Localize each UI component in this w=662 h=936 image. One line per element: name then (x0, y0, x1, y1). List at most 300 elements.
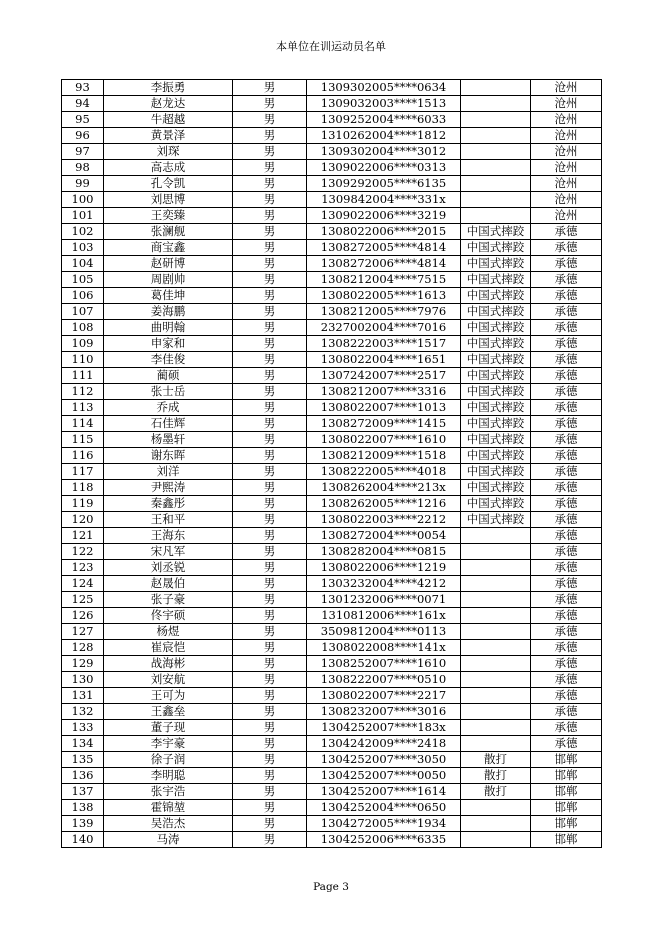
city-cell: 邯郸 (531, 784, 602, 800)
page-number: Page 3 (313, 881, 349, 893)
athlete-table (61, 79, 602, 848)
row-number-cell: 127 (62, 624, 104, 640)
id-number-cell: 1308022007****2217 (307, 688, 461, 704)
id-number-cell: 1308282004****0815 (307, 544, 461, 560)
event-cell: 中国式摔跤 (461, 464, 531, 480)
city-cell: 承德 (531, 368, 602, 384)
gender-cell: 男 (233, 464, 307, 480)
row-number-cell: 105 (62, 272, 104, 288)
row-number-cell: 123 (62, 560, 104, 576)
athlete-name-cell: 蔺硕 (104, 368, 233, 384)
event-cell: 中国式摔跤 (461, 288, 531, 304)
id-number-cell: 1304252007****0050 (307, 768, 461, 784)
event-cell: 中国式摔跤 (461, 512, 531, 528)
table-row (62, 832, 602, 848)
athlete-name-cell: 张澜舰 (104, 224, 233, 240)
gender-cell: 男 (233, 528, 307, 544)
id-number-cell: 1310812006****161x (307, 608, 461, 624)
city-cell: 承德 (531, 288, 602, 304)
city-cell: 沧州 (531, 144, 602, 160)
city-cell: 承德 (531, 560, 602, 576)
athlete-name-cell: 刘安航 (104, 672, 233, 688)
athlete-name-cell: 谢东晖 (104, 448, 233, 464)
row-number-cell: 138 (62, 800, 104, 816)
athlete-name-cell: 王鑫垒 (104, 704, 233, 720)
city-cell: 承德 (531, 576, 602, 592)
row-number-cell: 118 (62, 480, 104, 496)
table-row (62, 288, 602, 304)
city-cell: 承德 (531, 304, 602, 320)
id-number-cell: 1308262005****1216 (307, 496, 461, 512)
gender-cell: 男 (233, 240, 307, 256)
row-number-cell: 98 (62, 160, 104, 176)
event-cell: 中国式摔跤 (461, 480, 531, 496)
gender-cell: 男 (233, 720, 307, 736)
table-row (62, 240, 602, 256)
row-number-cell: 137 (62, 784, 104, 800)
athlete-name-cell: 李振勇 (104, 80, 233, 96)
id-number-cell: 1308022005****1613 (307, 288, 461, 304)
city-cell: 邯郸 (531, 768, 602, 784)
gender-cell: 男 (233, 128, 307, 144)
athlete-name-cell: 高志成 (104, 160, 233, 176)
table-row (62, 800, 602, 816)
id-number-cell: 1308272005****4814 (307, 240, 461, 256)
id-number-cell: 1308222005****4018 (307, 464, 461, 480)
id-number-cell: 1301232006****0071 (307, 592, 461, 608)
athlete-table-body (62, 80, 602, 848)
athlete-name-cell: 葛佳坤 (104, 288, 233, 304)
city-cell: 承德 (531, 448, 602, 464)
city-cell: 承德 (531, 384, 602, 400)
event-cell (461, 560, 531, 576)
event-cell: 中国式摔跤 (461, 224, 531, 240)
event-cell (461, 160, 531, 176)
athlete-name-cell: 战海彬 (104, 656, 233, 672)
gender-cell: 男 (233, 80, 307, 96)
row-number-cell: 97 (62, 144, 104, 160)
table-row (62, 496, 602, 512)
event-cell: 散打 (461, 752, 531, 768)
row-number-cell: 103 (62, 240, 104, 256)
id-number-cell: 1308222003****1517 (307, 336, 461, 352)
row-number-cell: 135 (62, 752, 104, 768)
id-number-cell: 1308272009****1415 (307, 416, 461, 432)
row-number-cell: 136 (62, 768, 104, 784)
event-cell (461, 800, 531, 816)
id-number-cell: 1304252007****1614 (307, 784, 461, 800)
table-row (62, 112, 602, 128)
row-number-cell: 108 (62, 320, 104, 336)
gender-cell: 男 (233, 480, 307, 496)
table-row (62, 656, 602, 672)
city-cell: 承德 (531, 224, 602, 240)
athlete-name-cell: 赵晟伯 (104, 576, 233, 592)
event-cell (461, 576, 531, 592)
id-number-cell: 1303232004****4212 (307, 576, 461, 592)
id-number-cell: 1309252004****6033 (307, 112, 461, 128)
gender-cell: 男 (233, 560, 307, 576)
athlete-name-cell: 吴浩杰 (104, 816, 233, 832)
table-row (62, 464, 602, 480)
gender-cell: 男 (233, 416, 307, 432)
athlete-name-cell: 秦鑫彤 (104, 496, 233, 512)
table-row (62, 752, 602, 768)
gender-cell: 男 (233, 496, 307, 512)
row-number-cell: 100 (62, 192, 104, 208)
city-cell: 承德 (531, 320, 602, 336)
event-cell: 中国式摔跤 (461, 448, 531, 464)
gender-cell: 男 (233, 448, 307, 464)
event-cell: 中国式摔跤 (461, 272, 531, 288)
athlete-name-cell: 乔成 (104, 400, 233, 416)
id-number-cell: 1308022006****1219 (307, 560, 461, 576)
athlete-name-cell: 佟宇硕 (104, 608, 233, 624)
event-cell: 中国式摔跤 (461, 400, 531, 416)
athlete-name-cell: 李明聪 (104, 768, 233, 784)
table-row (62, 144, 602, 160)
city-cell: 承德 (531, 608, 602, 624)
id-number-cell: 3509812004****0113 (307, 624, 461, 640)
table-row (62, 688, 602, 704)
athlete-name-cell: 刘丞锐 (104, 560, 233, 576)
row-number-cell: 104 (62, 256, 104, 272)
event-cell (461, 208, 531, 224)
event-cell (461, 144, 531, 160)
event-cell (461, 624, 531, 640)
id-number-cell: 1308252007****1610 (307, 656, 461, 672)
athlete-name-cell: 杨煜 (104, 624, 233, 640)
row-number-cell: 139 (62, 816, 104, 832)
row-number-cell: 116 (62, 448, 104, 464)
city-cell: 邯郸 (531, 752, 602, 768)
table-row (62, 432, 602, 448)
athlete-name-cell: 张宇浩 (104, 784, 233, 800)
row-number-cell: 131 (62, 688, 104, 704)
row-number-cell: 95 (62, 112, 104, 128)
athlete-name-cell: 董子现 (104, 720, 233, 736)
athlete-name-cell: 石佳辉 (104, 416, 233, 432)
row-number-cell: 94 (62, 96, 104, 112)
gender-cell: 男 (233, 512, 307, 528)
table-row (62, 576, 602, 592)
athlete-name-cell: 尹熙涛 (104, 480, 233, 496)
id-number-cell: 1308022008****141x (307, 640, 461, 656)
gender-cell: 男 (233, 576, 307, 592)
table-row (62, 448, 602, 464)
gender-cell: 男 (233, 112, 307, 128)
athlete-name-cell: 赵龙达 (104, 96, 233, 112)
row-number-cell: 130 (62, 672, 104, 688)
id-number-cell: 1304272005****1934 (307, 816, 461, 832)
gender-cell: 男 (233, 352, 307, 368)
gender-cell: 男 (233, 432, 307, 448)
athlete-name-cell: 黄景泽 (104, 128, 233, 144)
city-cell: 邯郸 (531, 816, 602, 832)
row-number-cell: 140 (62, 832, 104, 848)
gender-cell: 男 (233, 640, 307, 656)
row-number-cell: 122 (62, 544, 104, 560)
event-cell (461, 176, 531, 192)
city-cell: 承德 (531, 272, 602, 288)
row-number-cell: 119 (62, 496, 104, 512)
id-number-cell: 1308022003****2212 (307, 512, 461, 528)
row-number-cell: 106 (62, 288, 104, 304)
table-row (62, 176, 602, 192)
event-cell (461, 688, 531, 704)
city-cell: 承德 (531, 640, 602, 656)
id-number-cell: 1308022007****1013 (307, 400, 461, 416)
id-number-cell: 1308212009****1518 (307, 448, 461, 464)
event-cell (461, 704, 531, 720)
city-cell: 承德 (531, 592, 602, 608)
table-row (62, 400, 602, 416)
id-number-cell: 1308212005****7976 (307, 304, 461, 320)
table-row (62, 768, 602, 784)
gender-cell: 男 (233, 608, 307, 624)
city-cell: 承德 (531, 656, 602, 672)
table-row (62, 368, 602, 384)
table-row (62, 208, 602, 224)
id-number-cell: 1304252006****6335 (307, 832, 461, 848)
row-number-cell: 114 (62, 416, 104, 432)
id-number-cell: 1308262004****213x (307, 480, 461, 496)
row-number-cell: 96 (62, 128, 104, 144)
gender-cell: 男 (233, 192, 307, 208)
id-number-cell: 1308272006****4814 (307, 256, 461, 272)
event-cell (461, 816, 531, 832)
table-row (62, 560, 602, 576)
athlete-name-cell: 申家和 (104, 336, 233, 352)
id-number-cell: 1310262004****1812 (307, 128, 461, 144)
event-cell: 中国式摔跤 (461, 320, 531, 336)
city-cell: 沧州 (531, 96, 602, 112)
table-row (62, 80, 602, 96)
table-row (62, 192, 602, 208)
gender-cell: 男 (233, 624, 307, 640)
gender-cell: 男 (233, 672, 307, 688)
row-number-cell: 115 (62, 432, 104, 448)
gender-cell: 男 (233, 320, 307, 336)
city-cell: 承德 (531, 256, 602, 272)
event-cell: 中国式摔跤 (461, 240, 531, 256)
table-row (62, 416, 602, 432)
gender-cell: 男 (233, 272, 307, 288)
id-number-cell: 1309842004****331x (307, 192, 461, 208)
gender-cell: 男 (233, 160, 307, 176)
row-number-cell: 99 (62, 176, 104, 192)
event-cell: 中国式摔跤 (461, 336, 531, 352)
row-number-cell: 126 (62, 608, 104, 624)
event-cell (461, 128, 531, 144)
table-row (62, 336, 602, 352)
row-number-cell: 121 (62, 528, 104, 544)
table-row (62, 256, 602, 272)
athlete-name-cell: 杨墨轩 (104, 432, 233, 448)
event-cell: 中国式摔跤 (461, 304, 531, 320)
row-number-cell: 102 (62, 224, 104, 240)
id-number-cell: 1309302005****0634 (307, 80, 461, 96)
athlete-name-cell: 张士岳 (104, 384, 233, 400)
athlete-name-cell: 霍锦堃 (104, 800, 233, 816)
table-row (62, 608, 602, 624)
id-number-cell: 1307242007****2517 (307, 368, 461, 384)
id-number-cell: 1304252007****183x (307, 720, 461, 736)
athlete-name-cell: 张子豪 (104, 592, 233, 608)
id-number-cell: 1309022006****3219 (307, 208, 461, 224)
athlete-name-cell: 刘洋 (104, 464, 233, 480)
city-cell: 承德 (531, 432, 602, 448)
gender-cell: 男 (233, 224, 307, 240)
table-row (62, 704, 602, 720)
city-cell: 邯郸 (531, 800, 602, 816)
city-cell: 承德 (531, 624, 602, 640)
gender-cell: 男 (233, 368, 307, 384)
page-title: 本单位在训运动员名单 (276, 40, 386, 53)
id-number-cell: 1309022006****0313 (307, 160, 461, 176)
row-number-cell: 120 (62, 512, 104, 528)
athlete-name-cell: 刘琛 (104, 144, 233, 160)
id-number-cell: 1304252007****3050 (307, 752, 461, 768)
event-cell: 中国式摔跤 (461, 416, 531, 432)
event-cell (461, 192, 531, 208)
city-cell: 承德 (531, 400, 602, 416)
id-number-cell: 1304252004****0650 (307, 800, 461, 816)
city-cell: 沧州 (531, 128, 602, 144)
row-number-cell: 101 (62, 208, 104, 224)
event-cell (461, 528, 531, 544)
city-cell: 沧州 (531, 112, 602, 128)
athlete-name-cell: 周剧帅 (104, 272, 233, 288)
event-cell: 中国式摔跤 (461, 432, 531, 448)
id-number-cell: 1308022007****1610 (307, 432, 461, 448)
city-cell: 承德 (531, 688, 602, 704)
row-number-cell: 110 (62, 352, 104, 368)
athlete-name-cell: 王奕臻 (104, 208, 233, 224)
event-cell (461, 608, 531, 624)
table-row (62, 624, 602, 640)
city-cell: 承德 (531, 352, 602, 368)
gender-cell: 男 (233, 752, 307, 768)
id-number-cell: 2327002004****7016 (307, 320, 461, 336)
id-number-cell: 1308212007****3316 (307, 384, 461, 400)
athlete-name-cell: 王海东 (104, 528, 233, 544)
event-cell (461, 96, 531, 112)
event-cell: 中国式摔跤 (461, 256, 531, 272)
event-cell (461, 80, 531, 96)
city-cell: 沧州 (531, 160, 602, 176)
row-number-cell: 93 (62, 80, 104, 96)
id-number-cell: 1309302004****3012 (307, 144, 461, 160)
city-cell: 承德 (531, 512, 602, 528)
athlete-name-cell: 赵研博 (104, 256, 233, 272)
table-row (62, 128, 602, 144)
gender-cell: 男 (233, 784, 307, 800)
id-number-cell: 1308232007****3016 (307, 704, 461, 720)
gender-cell: 男 (233, 176, 307, 192)
table-row (62, 352, 602, 368)
athlete-name-cell: 牛超越 (104, 112, 233, 128)
athlete-name-cell: 李佳俊 (104, 352, 233, 368)
event-cell (461, 832, 531, 848)
row-number-cell: 107 (62, 304, 104, 320)
gender-cell: 男 (233, 688, 307, 704)
city-cell: 承德 (531, 720, 602, 736)
gender-cell: 男 (233, 144, 307, 160)
event-cell: 中国式摔跤 (461, 496, 531, 512)
gender-cell: 男 (233, 256, 307, 272)
event-cell (461, 656, 531, 672)
city-cell: 承德 (531, 528, 602, 544)
city-cell: 沧州 (531, 192, 602, 208)
athlete-name-cell: 刘思博 (104, 192, 233, 208)
gender-cell: 男 (233, 800, 307, 816)
gender-cell: 男 (233, 96, 307, 112)
gender-cell: 男 (233, 288, 307, 304)
event-cell (461, 544, 531, 560)
athlete-name-cell: 王和平 (104, 512, 233, 528)
row-number-cell: 134 (62, 736, 104, 752)
city-cell: 承德 (531, 544, 602, 560)
event-cell: 散打 (461, 768, 531, 784)
gender-cell: 男 (233, 816, 307, 832)
event-cell (461, 672, 531, 688)
event-cell: 中国式摔跤 (461, 384, 531, 400)
city-cell: 沧州 (531, 80, 602, 96)
city-cell: 邯郸 (531, 832, 602, 848)
athlete-name-cell: 宋凡军 (104, 544, 233, 560)
gender-cell: 男 (233, 304, 307, 320)
row-number-cell: 124 (62, 576, 104, 592)
gender-cell: 男 (233, 656, 307, 672)
table-row (62, 640, 602, 656)
athlete-name-cell: 崔宸恺 (104, 640, 233, 656)
athlete-name-cell: 徐子润 (104, 752, 233, 768)
table-row (62, 720, 602, 736)
city-cell: 承德 (531, 496, 602, 512)
id-number-cell: 1304242009****2418 (307, 736, 461, 752)
gender-cell: 男 (233, 736, 307, 752)
table-row (62, 512, 602, 528)
table-row (62, 672, 602, 688)
athlete-name-cell: 姜海鹏 (104, 304, 233, 320)
gender-cell: 男 (233, 336, 307, 352)
table-row (62, 528, 602, 544)
table-row (62, 736, 602, 752)
row-number-cell: 113 (62, 400, 104, 416)
gender-cell: 男 (233, 384, 307, 400)
table-row (62, 304, 602, 320)
table-row (62, 272, 602, 288)
event-cell: 中国式摔跤 (461, 368, 531, 384)
city-cell: 沧州 (531, 208, 602, 224)
id-number-cell: 1309292005****6135 (307, 176, 461, 192)
gender-cell: 男 (233, 768, 307, 784)
gender-cell: 男 (233, 208, 307, 224)
athlete-name-cell: 孔令凯 (104, 176, 233, 192)
gender-cell: 男 (233, 592, 307, 608)
athlete-name-cell: 王可为 (104, 688, 233, 704)
table-row (62, 224, 602, 240)
table-row (62, 816, 602, 832)
city-cell: 承德 (531, 736, 602, 752)
row-number-cell: 109 (62, 336, 104, 352)
event-cell (461, 592, 531, 608)
table-row (62, 160, 602, 176)
table-row (62, 480, 602, 496)
athlete-name-cell: 李宇豪 (104, 736, 233, 752)
athlete-name-cell: 曲明翰 (104, 320, 233, 336)
